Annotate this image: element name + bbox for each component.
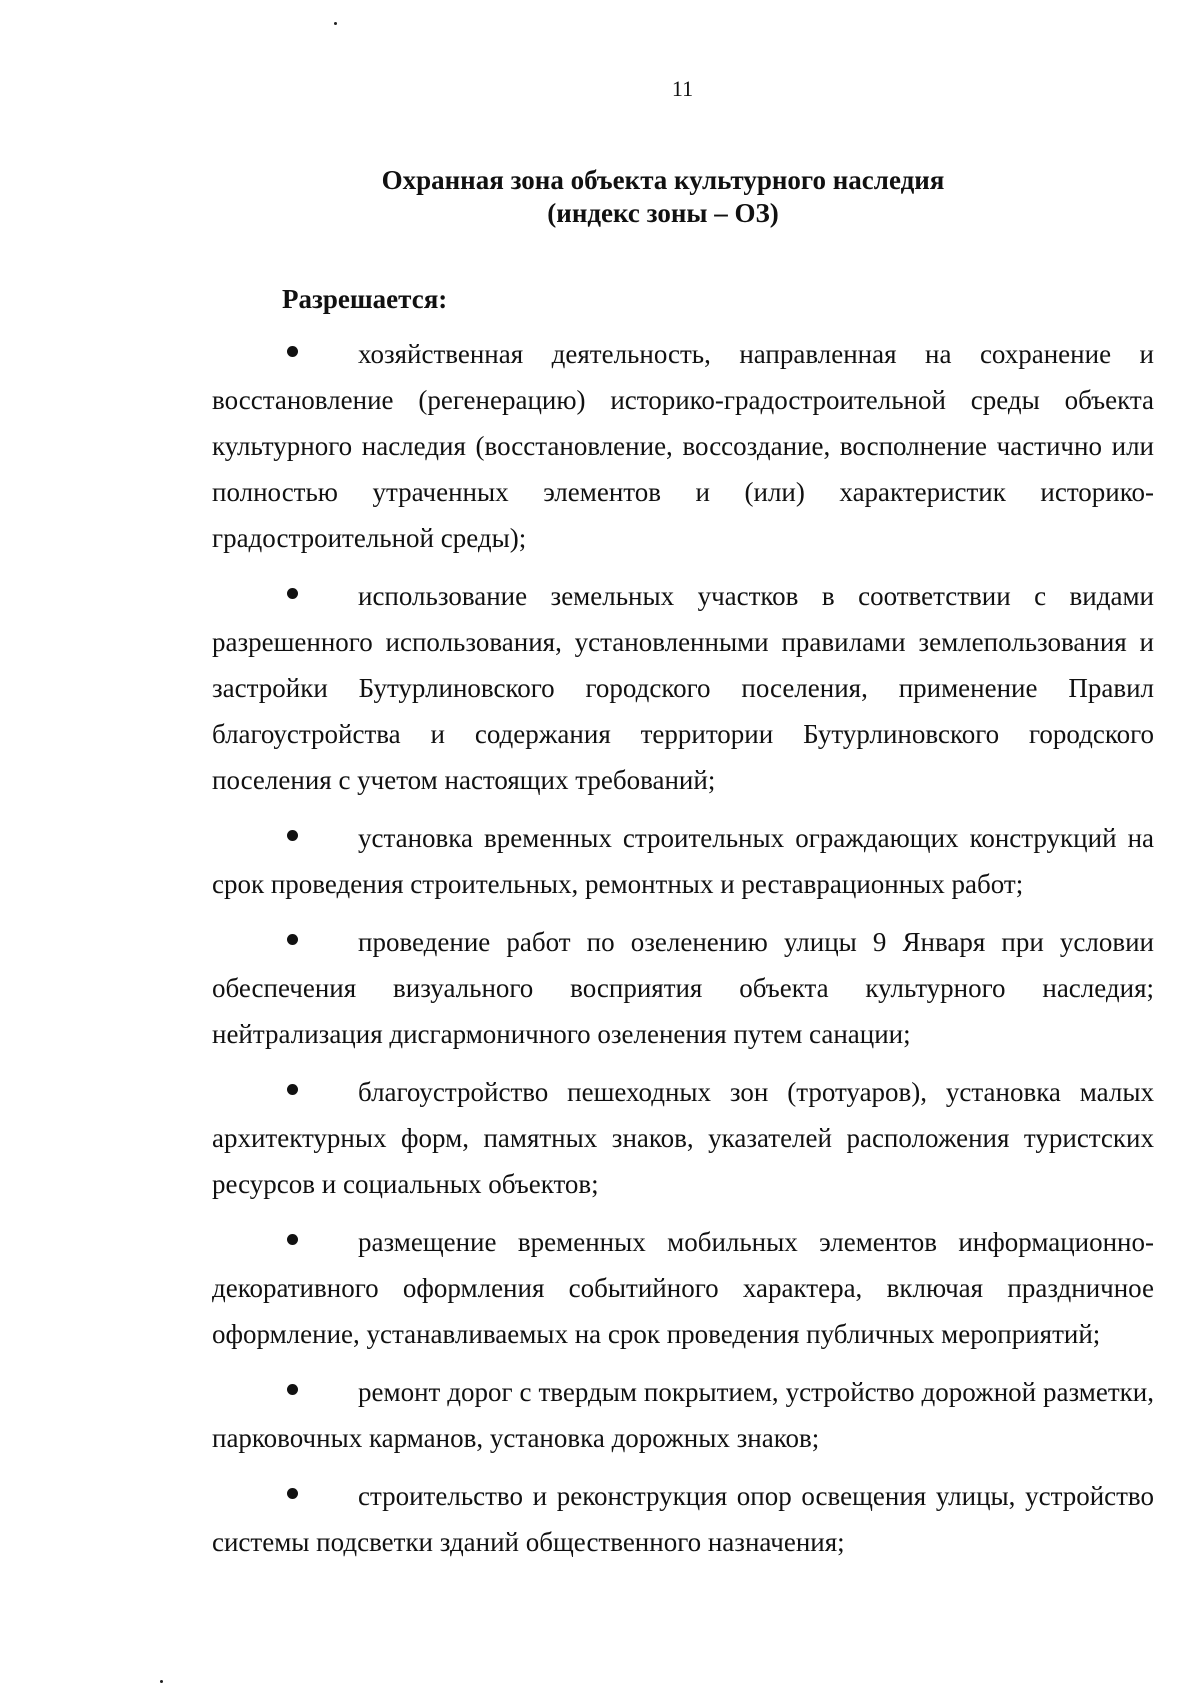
list-item-text: благоустройство пешеходных зон (тротуаров), установка малых архитектурных форм, памятных знаков, указателей расположения туристских ресурсов и социальных объектов;: [212, 1077, 1154, 1199]
bullet-icon: [287, 1384, 298, 1395]
scan-speck: [160, 1680, 163, 1683]
bullet-icon: [287, 934, 298, 945]
list-item: [212, 1219, 1154, 1357]
list-item: [212, 1069, 1154, 1207]
list-item-text: ремонт дорог с твердым покрытием, устройство дорожной разметки, парковочных карманов, установка дорожных знаков;: [212, 1377, 1154, 1453]
page-number: 11: [671, 76, 694, 101]
list-item-text: строительство и реконструкция опор освещения улицы, устройство системы подсветки зданий общественного назначения;: [212, 1481, 1154, 1557]
bullet-icon: [287, 830, 298, 841]
list-item: [212, 1369, 1154, 1461]
scan-speck: [334, 22, 337, 25]
list-item-text: размещение временных мобильных элементов информационно-декоративного оформления событийного характера, включая праздничное оформление, устанавливаемых на срок проведения публичных мероприятий;: [212, 1227, 1154, 1349]
list-item-text: установка временных строительных ограждающих конструкций на срок проведения строительных, ремонтных и реставрационных работ;: [212, 823, 1154, 899]
permitted-list: [212, 331, 1154, 1577]
list-item-text: хозяйственная деятельность, направленная на сохранение и восстановление (регенерацию) историко-градостроительной среды объекта культурного наследия (восстановление, воссоздание, восполнение частично или полностью утраченных элементов и (или) характеристик историко-градостроительной среды);: [212, 339, 1154, 553]
list-item-text: проведение работ по озеленению улицы 9 Января при условии обеспечения визуального восприятия объекта культурного наследия; нейтрализация дисгармоничного озеленения путем санации;: [212, 927, 1154, 1049]
bullet-icon: [287, 1488, 298, 1499]
list-item: [212, 919, 1154, 1057]
section-title-line-2: (индекс зоны – ОЗ): [547, 198, 779, 228]
list-item-text: использование земельных участков в соответствии с видами разрешенного использования, установленными правилами землепользования и застройки Бутурлиновского городского поселения, применение Правил благоустройства и содержания территории Бутурлиновского городского поселения с учетом настоящих требований;: [212, 581, 1154, 795]
bullet-icon: [287, 346, 298, 357]
section-title: [318, 164, 1008, 230]
list-item: [212, 331, 1154, 561]
list-item: [212, 1473, 1154, 1565]
bullet-icon: [287, 1084, 298, 1095]
bullet-icon: [287, 588, 298, 599]
permitted-heading: Разрешается:: [282, 284, 448, 314]
section-title-line-1: Охранная зона объекта культурного наследия: [381, 165, 945, 195]
bullet-icon: [287, 1234, 298, 1245]
list-item: [212, 573, 1154, 803]
list-item: [212, 815, 1154, 907]
